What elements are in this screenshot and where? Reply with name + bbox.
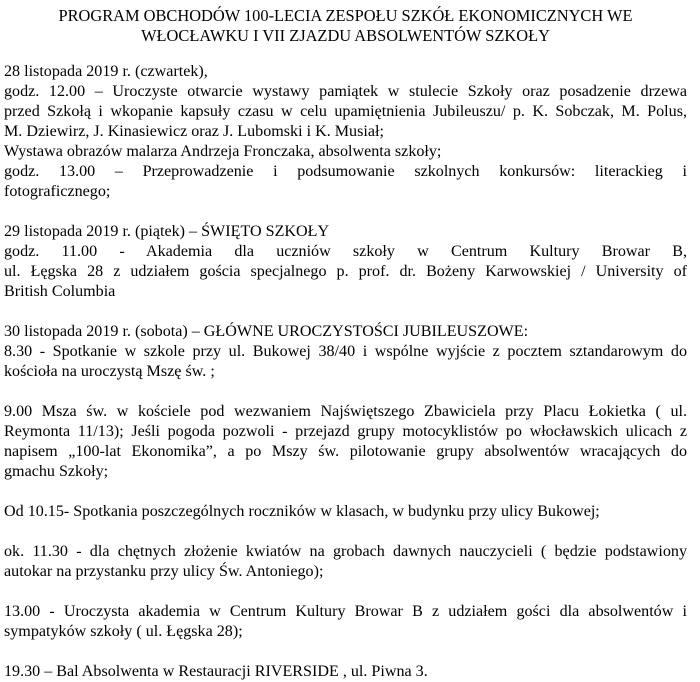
day-3-item-4-line-2: autokar na przystanku przy ulicy Św. Antoniego); xyxy=(4,563,324,580)
day-3-section xyxy=(4,322,687,682)
spacer xyxy=(4,522,687,542)
document-page xyxy=(4,6,687,682)
day-3-item-2-line-3: napisem „100-lat Ekonomika”, a po Mszy św. pilotowanie grupy absolwentów wracających do xyxy=(4,443,687,460)
day-3-item-1-line-2: kościoła na uroczystą Mszę św. ; xyxy=(4,363,215,380)
spacer xyxy=(4,382,687,402)
day-3-date: 30 listopada 2019 r. (sobota) – GŁÓWNE UROCZYSTOŚCI JUBILEUSZOWE: xyxy=(4,323,529,340)
day-2-date: 29 listopada 2019 r. (piątek) – ŚWIĘTO SZKOŁY xyxy=(4,223,330,240)
day-1-item-3-line-2: fotograficznego; xyxy=(4,183,111,200)
day-2-item-1-line-2: ul. Łęgska 28 z udziałem gościa specjalnego p. prof. dr. Bożeny Karwowskiej / University of xyxy=(4,263,687,280)
title-line-2: WŁOCŁAWKU I VII ZJAZDU ABSOLWENTÓW SZKOŁY xyxy=(141,26,550,45)
spacer xyxy=(4,482,687,502)
day-3-item-4-line-1: ok. 11.30 - dla chętnych złożenie kwiatów na grobach dawnych nauczycieli ( będzie podstawiony xyxy=(4,543,687,560)
day-1-item-1-line-3: M. Dziewirz, J. Kinasiewicz oraz J. Lubomski i K. Musiał; xyxy=(4,123,384,140)
spacer xyxy=(4,582,687,602)
day-2-item-1-line-1: godz. 11.00 - Akademia dla uczniów szkoły w Centrum Kultury Browar B, xyxy=(4,243,687,260)
day-3-item-2-line-4: gmachu Szkoły; xyxy=(4,463,109,480)
day-1-date: 28 listopada 2019 r. (czwartek), xyxy=(4,63,208,80)
spacer xyxy=(4,642,687,662)
day-1-item-2: Wystawa obrazów malarza Andrzeja Fronczaka, absolwenta szkoły; xyxy=(4,143,442,160)
day-1-item-3-line-1: godz. 13.00 – Przeprowadzenie i podsumowanie szkolnych konkursów: literackieg i xyxy=(4,163,687,180)
day-3-item-2-line-2: Reymonta 11/13); Jeśli pogoda pozwoli - przejazd grupy motocyklistów po włocławskich ulicach z xyxy=(4,423,687,440)
day-2-item-1-line-3: British Columbia xyxy=(4,283,116,300)
spacer xyxy=(4,302,687,322)
day-3-item-1-line-1: 8.30 - Spotkanie w szkole przy ul. Bukowej 38/40 i wspólne wyjście z pocztem sztandarowym do xyxy=(4,343,687,360)
title-line-1: PROGRAM OBCHODÓW 100-LECIA ZESPOŁU SZKÓŁ EKONOMICZNYCH WE xyxy=(58,6,633,25)
day-3-item-2-line-1: 9.00 Msza św. w kościele pod wezwaniem Najświętszego Zbawiciela przy Placu Łokietka ( ul. xyxy=(4,403,687,420)
day-3-item-3: Od 10.15- Spotkania poszczególnych roczników w klasach, w budynku przy ulicy Bukowej; xyxy=(4,503,600,520)
day-3-item-5-line-2: sympatyków szkoły ( ul. Łęgska 28); xyxy=(4,623,243,640)
day-1-item-1-line-2: przed Szkołą i wkopanie kapsuły czasu w celu upamiętnienia Jubileuszu/ p. K. Sobczak, M. Polus, xyxy=(4,103,687,120)
day-3-item-5-line-1: 13.00 - Uroczysta akademia w Centrum Kultury Browar B z udziałem gości dla absolwentów i xyxy=(4,603,687,620)
document-title xyxy=(4,6,687,46)
day-1-item-1-line-1: godz. 12.00 – Uroczyste otwarcie wystawy pamiątek w stulecie Szkoły oraz posadzenie drzewa xyxy=(4,83,687,100)
day-3-item-6: 19.30 – Bal Absolwenta w Restauracji RIVERSIDE , ul. Piwna 3. xyxy=(4,663,428,680)
day-2-section xyxy=(4,222,687,302)
day-1-section xyxy=(4,62,687,202)
spacer xyxy=(4,202,687,222)
